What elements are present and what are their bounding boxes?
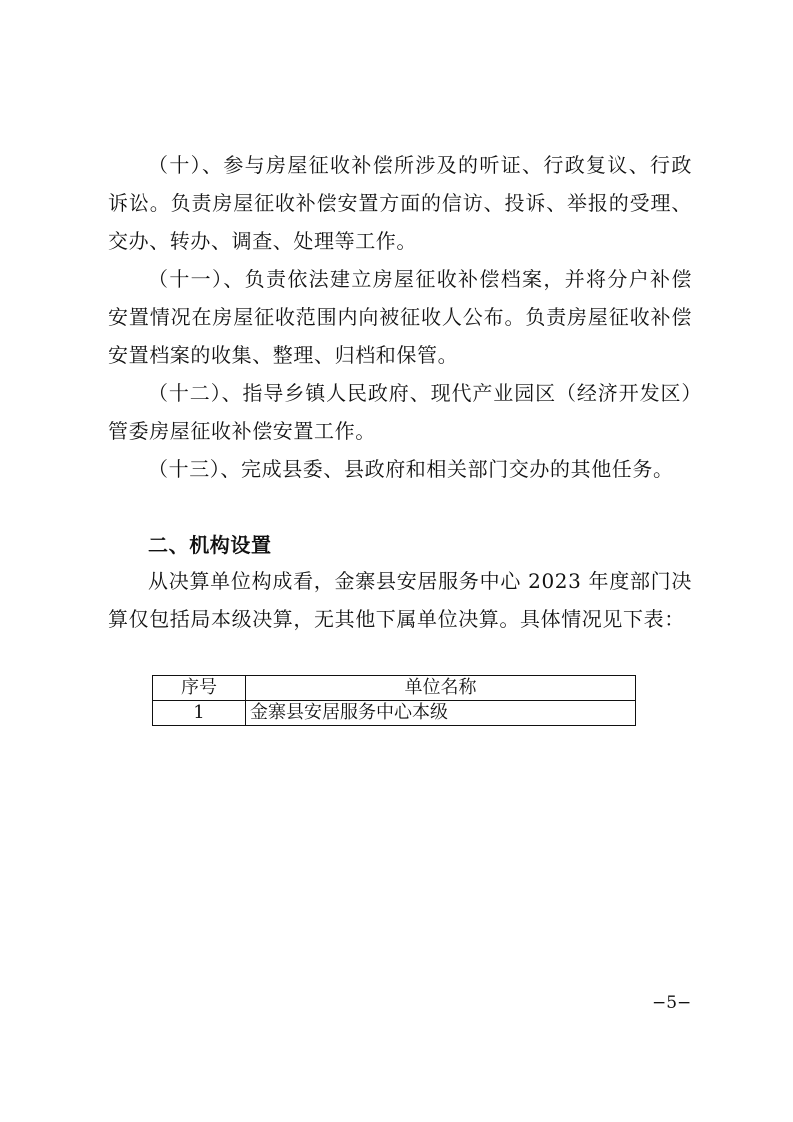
paragraph-item-11: （十一）、负责依法建立房屋征收补偿档案，并将分户补偿安置情况在房屋征收范围内向被征收人公布。负责房屋征收补偿安置档案的收集、整理、归档和保管。 (108, 267, 692, 367)
table-header-unit-name: 单位名称 (246, 676, 636, 701)
paragraph-item-12: （十二）、指导乡镇人民政府、现代产业园区（经济开发区）管委房屋征收补偿安置工作。 (108, 381, 692, 443)
table-header-row (153, 676, 636, 701)
paragraph-item-10: （十）、参与房屋征收补偿所涉及的听证、行政复议、行政诉讼。负责房屋征收补偿安置方面的信访、投诉、举报的受理、交办、转办、调查、处理等工作。 (108, 153, 692, 253)
table-header-index: 序号 (153, 676, 246, 701)
table-row (153, 701, 636, 726)
units-table (152, 675, 636, 726)
table-cell-index: 1 (153, 701, 246, 726)
table-cell-unit-name: 金寨县安居服务中心本级 (246, 701, 636, 726)
paragraph-item-13: （十三）、完成县委、县政府和相关部门交办的其他任务。 (148, 457, 674, 481)
section-paragraph: 从决算单位构成看，金寨县安居服务中心 2023 年度部门决算仅包括局本级决算，无其他下属单位决算。具体情况见下表： (108, 569, 692, 631)
section-heading: 二、机构设置 (148, 533, 272, 557)
page-number: −5− (652, 993, 692, 1013)
